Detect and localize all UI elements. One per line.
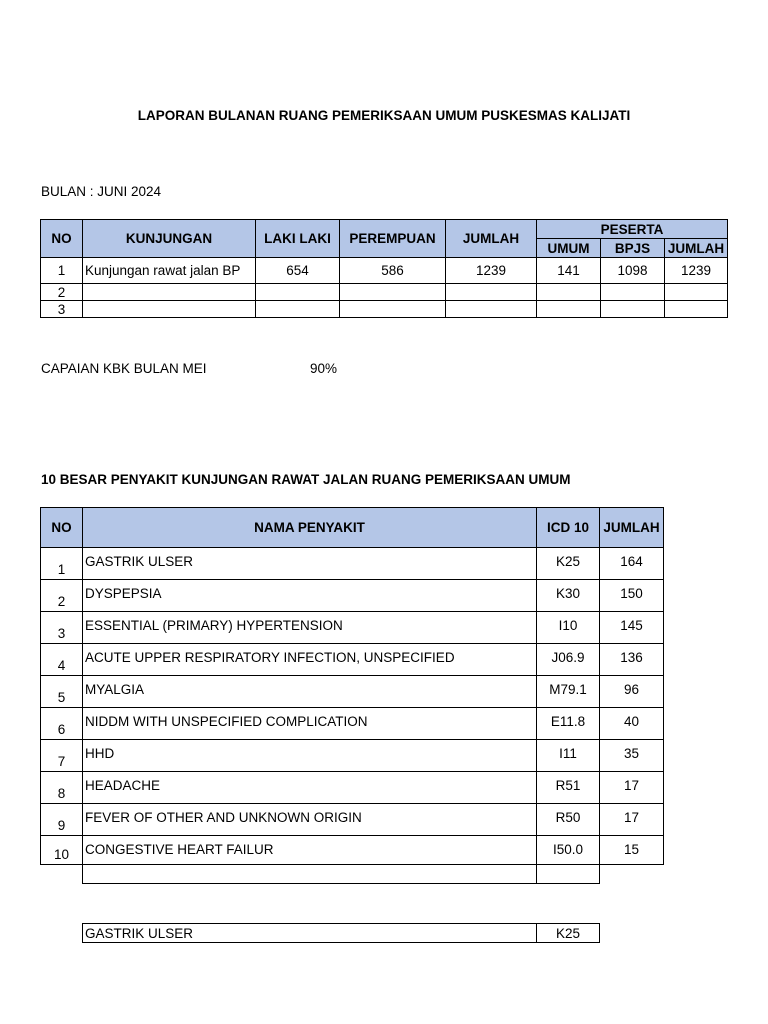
row-nama-penyakit: MYALGIA xyxy=(83,676,537,708)
row-jumlah xyxy=(446,301,537,318)
table-row xyxy=(41,612,664,644)
row-icd10: M79.1 xyxy=(537,676,600,708)
capaian-value: 90% xyxy=(310,361,338,376)
month-label: BULAN : JUNI 2024 xyxy=(41,184,162,199)
header-nama-penyakit: NAMA PENYAKIT xyxy=(83,508,537,548)
row-nama-penyakit: GASTRIK ULSER xyxy=(83,548,537,580)
visit-table xyxy=(40,219,728,318)
table-row xyxy=(41,676,664,708)
row-icd10: I11 xyxy=(537,740,600,772)
header-kunjungan: KUNJUNGAN xyxy=(83,220,256,258)
row-jumlah: 164 xyxy=(600,548,664,580)
header-laki-laki: LAKI LAKI xyxy=(256,220,340,258)
header-no: NO xyxy=(41,508,83,548)
header-peserta-jumlah: JUMLAH xyxy=(665,239,728,258)
row-no: 2 xyxy=(41,580,83,612)
row-no: 10 xyxy=(41,836,83,865)
row-icd10: R51 xyxy=(537,772,600,804)
row-kunjungan xyxy=(83,301,256,318)
header-no: NO xyxy=(41,220,83,258)
row-jumlah: 145 xyxy=(600,612,664,644)
footer-icd10: K25 xyxy=(537,924,600,943)
row-laki-laki xyxy=(256,284,340,301)
row-no: 5 xyxy=(41,676,83,708)
table-row xyxy=(41,258,728,284)
row-jumlah: 15 xyxy=(600,836,664,865)
row-jumlah: 96 xyxy=(600,676,664,708)
row-jumlah: 150 xyxy=(600,580,664,612)
row-no: 8 xyxy=(41,772,83,804)
row-umum: 141 xyxy=(537,258,601,284)
row-icd10: R50 xyxy=(537,804,600,836)
row-nama-penyakit: NIDDM WITH UNSPECIFIED COMPLICATION xyxy=(83,708,537,740)
table-row xyxy=(41,301,728,318)
row-icd10: K30 xyxy=(537,580,600,612)
row-nama-penyakit: HEADACHE xyxy=(83,772,537,804)
blank-row xyxy=(41,865,664,884)
header-perempuan: PEREMPUAN xyxy=(340,220,446,258)
table-row xyxy=(41,548,664,580)
row-jumlah: 35 xyxy=(600,740,664,772)
row-icd10: E11.8 xyxy=(537,708,600,740)
row-kunjungan xyxy=(83,284,256,301)
row-no: 7 xyxy=(41,740,83,772)
row-bpjs: 1098 xyxy=(601,258,665,284)
header-bpjs: BPJS xyxy=(601,239,665,258)
table-row xyxy=(41,580,664,612)
blank-cell xyxy=(41,865,83,884)
row-peserta-jumlah xyxy=(665,301,728,318)
table-row xyxy=(41,708,664,740)
row-no: 2 xyxy=(41,284,83,301)
footer-table xyxy=(82,923,600,943)
header-jumlah: JUMLAH xyxy=(600,508,664,548)
header-icd10: ICD 10 xyxy=(537,508,600,548)
row-perempuan xyxy=(340,301,446,318)
table-row xyxy=(41,836,664,865)
row-laki-laki xyxy=(256,301,340,318)
row-no: 4 xyxy=(41,644,83,676)
header-umum: UMUM xyxy=(537,239,601,258)
row-kunjungan: Kunjungan rawat jalan BP xyxy=(83,258,256,284)
row-icd10: I50.0 xyxy=(537,836,600,865)
row-bpjs xyxy=(601,284,665,301)
table-row xyxy=(41,772,664,804)
row-jumlah: 40 xyxy=(600,708,664,740)
footer-nama-penyakit: GASTRIK ULSER xyxy=(83,924,537,943)
row-nama-penyakit: DYSPEPSIA xyxy=(83,580,537,612)
table-row xyxy=(41,284,728,301)
header-peserta: PESERTA xyxy=(537,220,728,239)
table-row xyxy=(41,740,664,772)
row-bpjs xyxy=(601,301,665,318)
row-perempuan: 586 xyxy=(340,258,446,284)
disease-table xyxy=(40,507,664,884)
row-jumlah: 1239 xyxy=(446,258,537,284)
row-no: 3 xyxy=(41,612,83,644)
row-nama-penyakit: ACUTE UPPER RESPIRATORY INFECTION, UNSPECIFIED xyxy=(83,644,537,676)
table-row xyxy=(83,924,600,943)
disease-section-title: 10 BESAR PENYAKIT KUNJUNGAN RAWAT JALAN RUANG PEMERIKSAAN UMUM xyxy=(41,472,571,487)
row-icd10: J06.9 xyxy=(537,644,600,676)
row-nama-penyakit: FEVER OF OTHER AND UNKNOWN ORIGIN xyxy=(83,804,537,836)
table-row xyxy=(41,644,664,676)
blank-cell xyxy=(537,865,600,884)
row-laki-laki: 654 xyxy=(256,258,340,284)
report-title: LAPORAN BULANAN RUANG PEMERIKSAAN UMUM PUSKESMAS KALIJATI xyxy=(137,108,631,123)
row-jumlah: 17 xyxy=(600,772,664,804)
row-jumlah xyxy=(446,284,537,301)
row-nama-penyakit: CONGESTIVE HEART FAILUR xyxy=(83,836,537,865)
row-icd10: K25 xyxy=(537,548,600,580)
blank-cell xyxy=(600,865,664,884)
row-icd10: I10 xyxy=(537,612,600,644)
row-peserta-jumlah: 1239 xyxy=(665,258,728,284)
row-umum xyxy=(537,284,601,301)
table-row xyxy=(41,804,664,836)
row-jumlah: 136 xyxy=(600,644,664,676)
blank-cell xyxy=(83,865,537,884)
header-jumlah: JUMLAH xyxy=(446,220,537,258)
row-jumlah: 17 xyxy=(600,804,664,836)
row-no: 6 xyxy=(41,708,83,740)
row-no: 1 xyxy=(41,258,83,284)
row-nama-penyakit: ESSENTIAL (PRIMARY) HYPERTENSION xyxy=(83,612,537,644)
row-no: 1 xyxy=(41,548,83,580)
capaian-label: CAPAIAN KBK BULAN MEI xyxy=(41,361,207,376)
row-perempuan xyxy=(340,284,446,301)
row-no: 3 xyxy=(41,301,83,318)
row-no: 9 xyxy=(41,804,83,836)
row-nama-penyakit: HHD xyxy=(83,740,537,772)
row-umum xyxy=(537,301,601,318)
row-peserta-jumlah xyxy=(665,284,728,301)
